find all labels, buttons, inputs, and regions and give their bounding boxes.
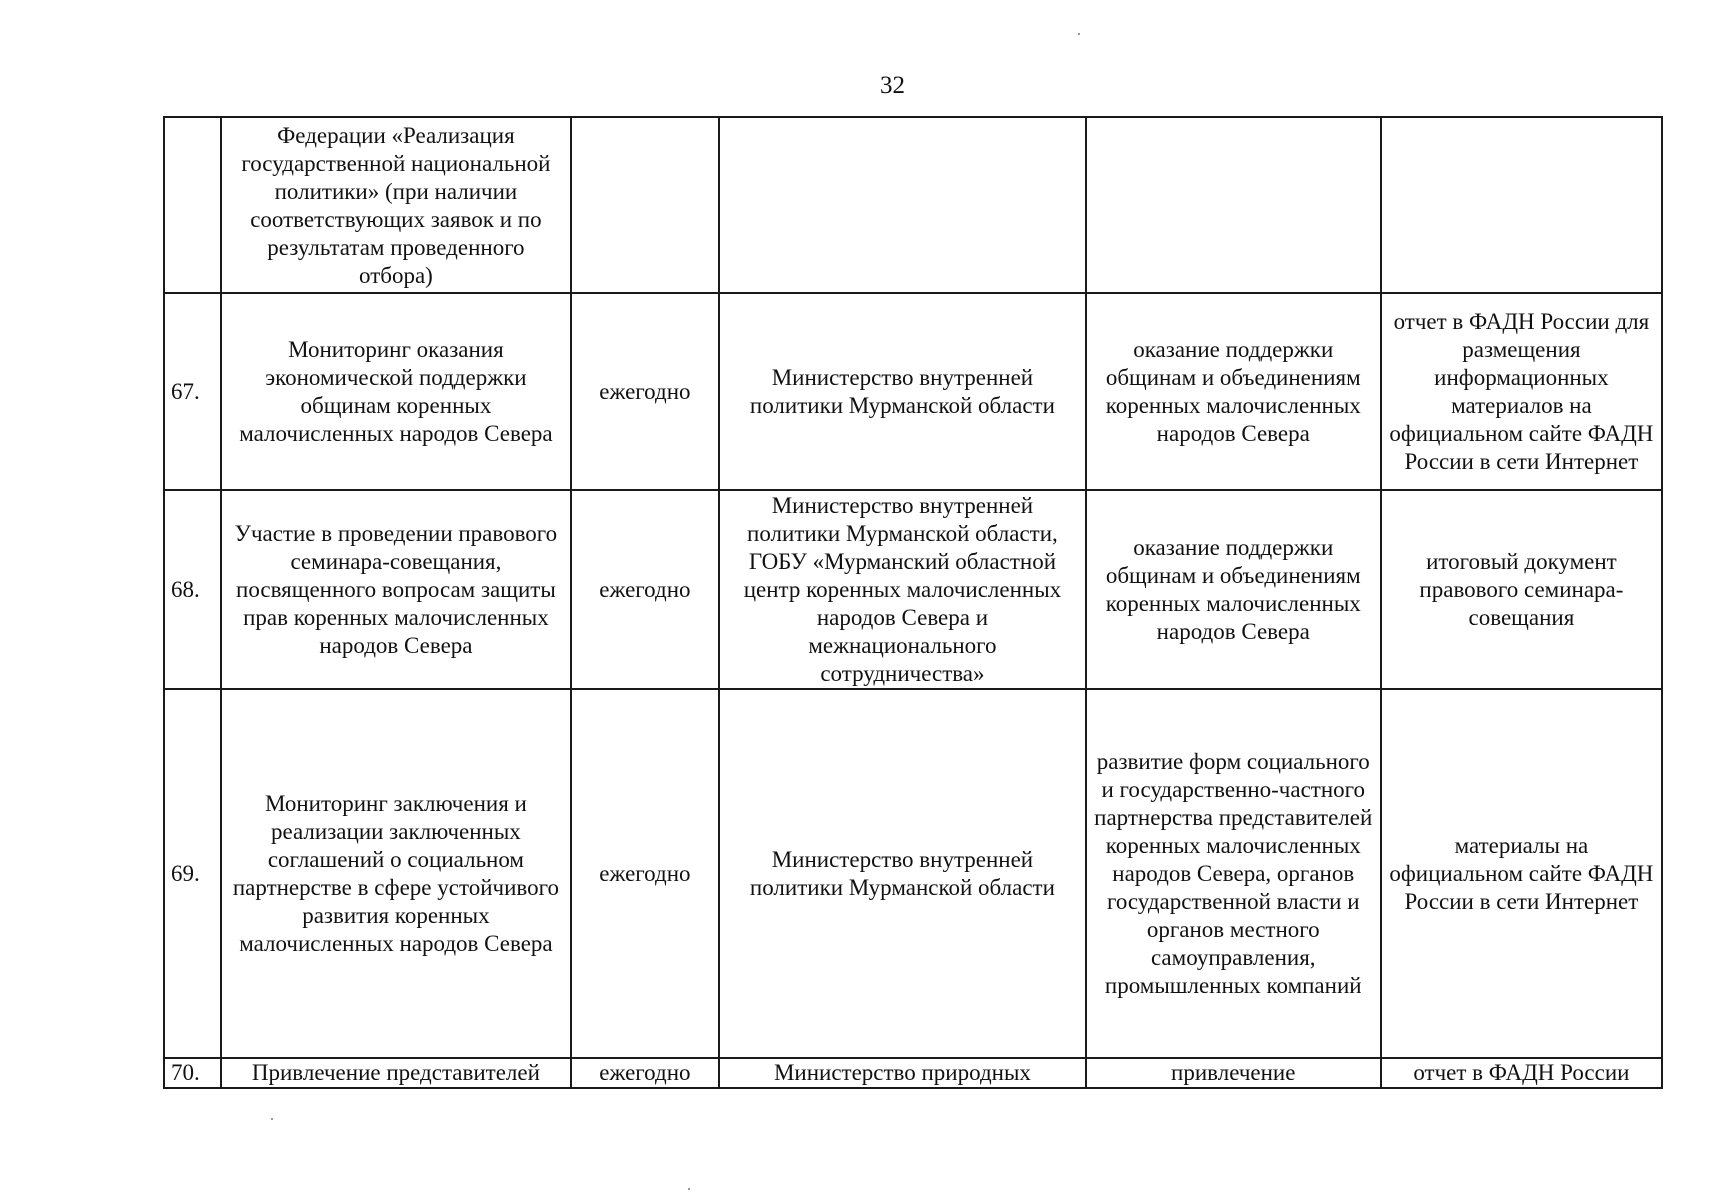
- event-cell: Участие в проведении правового семинара-совещания, посвященного вопросам защиты прав коренных малочисленных народов Севера: [221, 490, 570, 689]
- event-cell: Мониторинг заключения и реализации заключенных соглашений о социальном партнерстве в сфере устойчивого развития коренных малочисленных народов Севера: [221, 689, 570, 1058]
- executor-cell: Министерство природных: [719, 1058, 1085, 1088]
- report-cell: [1381, 117, 1662, 293]
- table-row: [164, 117, 1662, 293]
- term-cell: ежегодно: [571, 1058, 720, 1088]
- report-cell: итоговый документ правового семинара-совещания: [1381, 490, 1662, 689]
- executor-cell: Министерство внутренней политики Мурманской области: [719, 293, 1085, 490]
- term-cell: ежегодно: [571, 293, 720, 490]
- row-number: 70.: [164, 1058, 221, 1088]
- result-cell: развитие форм социального и государственно-частного партнерства представителей коренных малочисленных народов Севера, органов государственной власти и органов местного самоуправления, промышленных компаний: [1086, 689, 1381, 1058]
- result-cell: привлечение: [1086, 1058, 1381, 1088]
- row-number: 68.: [164, 490, 221, 689]
- executor-cell: [719, 117, 1085, 293]
- table-row: [164, 1058, 1662, 1088]
- row-number: 69.: [164, 689, 221, 1058]
- executor-cell: Министерство внутренней политики Мурманской области: [719, 689, 1085, 1058]
- term-cell: ежегодно: [571, 689, 720, 1058]
- term-cell: [571, 117, 720, 293]
- report-cell: материалы на официальном сайте ФАДН России в сети Интернет: [1381, 689, 1662, 1058]
- executor-cell: Министерство внутренней политики Мурманской области, ГОБУ «Мурманский областной центр коренных малочисленных народов Севера и межнационального сотрудничества»: [719, 490, 1085, 689]
- plan-table: [163, 116, 1663, 1089]
- table-row: [164, 689, 1662, 1058]
- row-number: 67.: [164, 293, 221, 490]
- row-number: [164, 117, 221, 293]
- report-cell: отчет в ФАДН России для размещения информационных материалов на официальном сайте ФАДН России в сети Интернет: [1381, 293, 1662, 490]
- result-cell: оказание поддержки общинам и объединениям коренных малочисленных народов Севера: [1086, 293, 1381, 490]
- result-cell: оказание поддержки общинам и объединениям коренных малочисленных народов Севера: [1086, 490, 1381, 689]
- table-row: [164, 293, 1662, 490]
- result-cell: [1086, 117, 1381, 293]
- event-cell: Привлечение представителей: [221, 1058, 570, 1088]
- term-cell: ежегодно: [571, 490, 720, 689]
- table-row: [164, 490, 1662, 689]
- page-number: 32: [880, 72, 905, 99]
- event-cell: Мониторинг оказания экономической поддержки общинам коренных малочисленных народов Севера: [221, 293, 570, 490]
- event-cell: Федерации «Реализация государственной национальной политики» (при наличии соответствующих заявок и по результатам проведенного отбора): [221, 117, 570, 293]
- report-cell: отчет в ФАДН России: [1381, 1058, 1662, 1088]
